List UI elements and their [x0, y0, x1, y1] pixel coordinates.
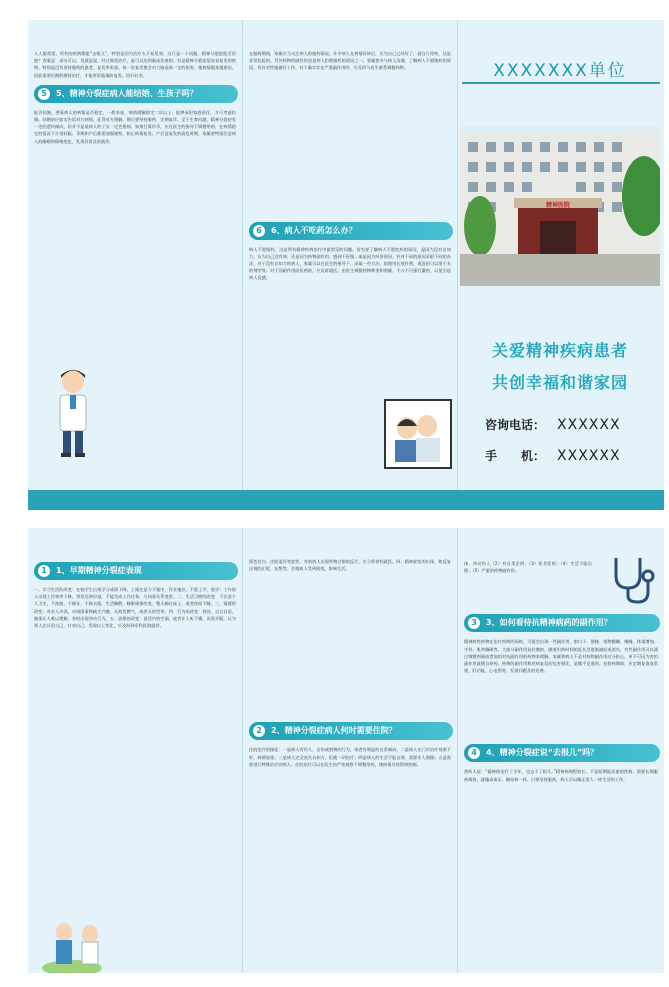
- panel-inside-right: [458, 528, 664, 973]
- contact-phone: [485, 416, 621, 433]
- brochure-inside: [28, 528, 664, 973]
- panel-inside-left: [28, 528, 242, 973]
- number-icon: 5: [38, 88, 50, 100]
- contact-mobile: [485, 447, 621, 464]
- body-text: 一、学习生活的改变：在校学生出现学习成绩下降，上课注意力不集中，作业拖拉，不愿上学，逃学；工作的人出现工作效率下降，常常迟到早退，不能完成工作任务，与同事关系变差。二、生活习惯的改变：不注意个人卫生，不洗脸、不刷牙、不换衣服，生活懒散，睡眠规律改变，整天躺在床上，或者夜间不睡。三、情感的改变：对亲人冷淡，对周围事物缺乏兴趣，无故发脾气，或者无故哭笑。四、行为的改变：独处，自言自语，做事让人难以理解，有时出现冲动行为。五、思维的改变：说话内容空洞，或者让人听不懂，出现多疑，认为别人在议论自己、针对自己。发现以上变化，应及时到专科医院就诊。: [34, 587, 236, 629]
- family-illustration: [42, 918, 132, 973]
- section-header: [464, 744, 660, 762]
- doctor-illustration: [48, 365, 98, 460]
- panel-left: [28, 20, 242, 510]
- section-title: 5、精神分裂症病人能结婚、生孩子吗？: [56, 88, 198, 98]
- panel-inside-middle: [243, 528, 457, 973]
- building-sign: 精神医院: [545, 202, 570, 209]
- panel-middle: [243, 20, 457, 510]
- stethoscope-icon: [608, 554, 658, 604]
- divider: [462, 82, 660, 84]
- section-title: 1、早期精神分裂症表现: [56, 566, 142, 575]
- body-text: 病人不愿服药，这是所有精神疾病治疗中最常见的问题。首先要了解病人不愿吃药的原因，是因为没有自知力，认为自己没有病；还是因为药物副作用，感到不舒服；或是因为经济原因。针对不同的原因采取不同的办法。对于没有自知力的病人，家属可以在医生的指导下，采取一些方法，如使用长效针剂，或选用可以溶于水的剂型等。对于因副作用而拒药的，应及时就医，由医生调整药物种类和剂量。千万不可强行灌药，以免引起病人反感。: [249, 246, 451, 281]
- section-header: [34, 85, 238, 103]
- hospital-photo: [460, 126, 660, 286]
- body-text: 住院治疗的指征：一是病人有伤人、自伤或毁物的行为，或者有明显的自杀倾向；二是病人在门诊治疗效果不好，病情加重；三是病人完全丧失自知力，拒绝一切治疗；四是病人的生活不能自理，需要专人照顾；五是需要进行特殊治疗的病人。住院治疗可以在医生的严密观察下调整用药，使病情尽快得到控制。: [249, 747, 451, 767]
- number-icon: 1: [38, 565, 50, 577]
- phone-label: 咨询电话：: [485, 418, 546, 432]
- section-header: [249, 722, 453, 740]
- body-text: 在服药期间，家属应当关注病人的服药情况，许多病人在病情好转后，认为自己已经好了，就自行停药，这是非常危险的。另外药物的副作用也是病人拒绝服药的原因之一。家属要多与病人沟通，了解病人不愿服药的原因，有针对性地做好工作。对于确实存在严重副作用的，应及时与医生联系调整药物。: [249, 51, 451, 71]
- section-title: 2、精神分裂症病人何时需要住院？: [271, 726, 397, 736]
- number-icon: 2: [253, 725, 265, 737]
- patient-illustration: [383, 398, 453, 470]
- number-icon: 6: [253, 225, 265, 237]
- phone-value: XXXXXX: [557, 417, 621, 433]
- number-icon: 3: [468, 617, 480, 629]
- section-title: 6、病人不吃药怎么办？: [271, 225, 357, 235]
- mobile-label: 手 机：: [485, 449, 546, 463]
- body-text: 常听人说：“精神病治疗了半年，也去不了根儿。”精神病病程较长，不是短期能治愈的疾病，需要长期服药维持，就像高血压、糖尿病一样。只要坚持服药，病人可以像正常人一样生活和工作。: [464, 769, 658, 782]
- section-header: [249, 222, 453, 240]
- body-text: 面色苍白、皮肤湿冷等症状，有的病人出现药物过敏的反应，应立即停药就医。四、精神症状的出现，如反复出现的幻觉、妄想等，会使病人受到困扰，影响生活。: [249, 559, 451, 572]
- section-header: [34, 562, 238, 580]
- slogan-line-1: 关爱精神疾病患者: [491, 341, 628, 360]
- body-text: 人人都希望，所有的疾病都能“去根儿”，特别是因为治疗太不易见效，这只是一个问题。精神分裂症能否治愈？答案是：部分可以，也就是说，经过规范治疗，是可以达到临床治愈的。但是精神分裂症是容易复发的疾病，特别是没有坚持服药的患者，复发率更高。每一次复发都会对大脑造成一定的损害，使病情越来越难治，因此需要长期的维持治疗，才能更好地预防复发，回归社会。: [34, 51, 236, 78]
- mobile-value: XXXXXX: [557, 448, 621, 464]
- body-text: 精神病性药物在治疗疾病的同时，可能会出现一些副作用，如口干、便秘、视物模糊、嗜睡、体重增加、手抖、肌肉僵硬等。大部分副作用是轻微的，随着用药时间的延长会逐渐减轻或消失。有些副作用可以通过调整剂量或者加用对抗副作用的药物来缓解。家属和病人不必对药物副作用过分担心，更不可因为害怕副作用就擅自停药。药物的副作用和疾病复发的危害相比，是微不足道的。在服药期间，应定期复查血常规、肝功能、心电图等，发现问题及时处理。: [464, 639, 658, 674]
- body-text: 能否结婚，要看病人的病情是否稳定，一般来说，病情缓解稳定二年以上，能够承担家庭责任，才可考虑结婚。结婚前应如实告诉对方病情，征得对方理解。婚后要坚持服药，定期复诊。至于生育问题，精神分裂症有一定的遗传倾向，但并不是说病人的子女一定会患病。如果打算怀孕，应在医生的指导下调整用药，在病情稳定的情况下计划妊娠，孕期和产后都要加强观察，防止病情复发。产后是复发的高危时期，家属要特别注意病人的睡眠和情绪变化，发现异常及时就诊。: [34, 109, 236, 144]
- bottom-band: [28, 490, 664, 510]
- body-text: 体、冲动伤人（2）有自杀企图；（3）拒食拒药；（4）生活不能自理；（5）严重的药物副作用。: [464, 561, 592, 574]
- section-header: [464, 614, 660, 632]
- section-title: 3、如何看待抗精神病药的副作用？: [486, 618, 612, 628]
- unit-name: XXXXXXX单位: [493, 61, 627, 81]
- slogan-line-2: 共创幸福和谐家园: [491, 373, 628, 392]
- number-icon: 4: [468, 747, 480, 759]
- section-title: 4、精神分裂症说“去根儿”吗？: [486, 748, 599, 758]
